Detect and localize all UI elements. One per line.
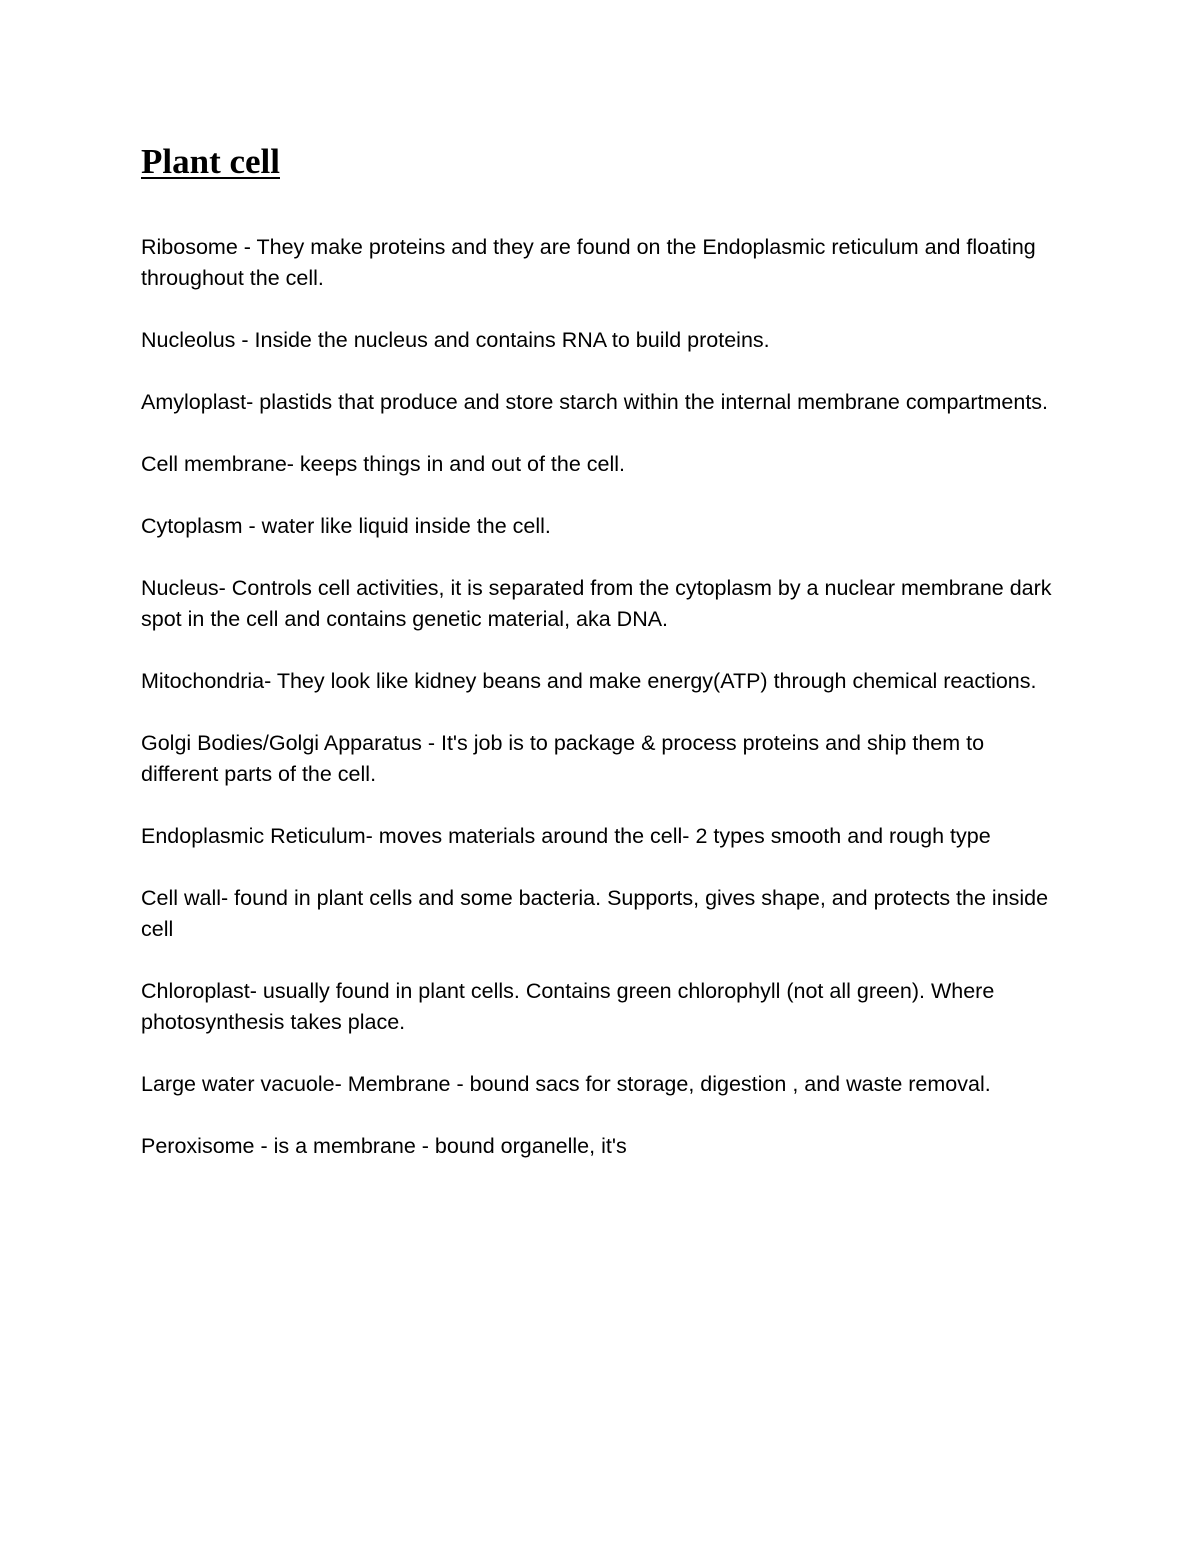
- organelle-list: [141, 232, 1061, 1162]
- entry-ribosome: Ribosome - They make proteins and they are found on the Endoplasmic reticulum and floating throughout the cell.: [141, 235, 1036, 290]
- entry-nucleolus: Nucleolus - Inside the nucleus and contains RNA to build proteins.: [141, 328, 770, 352]
- entry-cytoplasm: Cytoplasm - water like liquid inside the cell.: [141, 514, 551, 538]
- entry-amyloplast: Amyloplast- plastids that produce and store starch within the internal membrane compartments.: [141, 390, 1049, 414]
- document-title: Plant cell: [141, 142, 280, 181]
- entry-golgi-apparatus: Golgi Bodies/Golgi Apparatus - It's job is to package & process proteins and ship them to different parts of the cell.: [141, 731, 985, 786]
- entry-chloroplast: Chloroplast- usually found in plant cells. Contains green chlorophyll (not all green). Where photosynthesis takes place.: [141, 979, 995, 1034]
- entry-endoplasmic-reticulum: Endoplasmic Reticulum- moves materials around the cell- 2 types smooth and rough type: [141, 824, 991, 848]
- document-content: [141, 140, 1061, 1193]
- entry-mitochondria: Mitochondria- They look like kidney beans and make energy(ATP) through chemical reactions.: [141, 669, 1037, 693]
- entry-nucleus: Nucleus- Controls cell activities, it is separated from the cytoplasm by a nuclear membrane dark spot in the cell and contains genetic material, aka DNA.: [141, 576, 1052, 631]
- entry-peroxisome: Peroxisome - is a membrane - bound organelle, it's: [141, 1134, 627, 1158]
- entry-water-vacuole: Large water vacuole- Membrane - bound sacs for storage, digestion , and waste removal.: [141, 1072, 991, 1096]
- entry-cell-wall: Cell wall- found in plant cells and some bacteria. Supports, gives shape, and protects the inside cell: [141, 886, 1049, 941]
- entry-cell-membrane: Cell membrane- keeps things in and out of the cell.: [141, 452, 626, 476]
